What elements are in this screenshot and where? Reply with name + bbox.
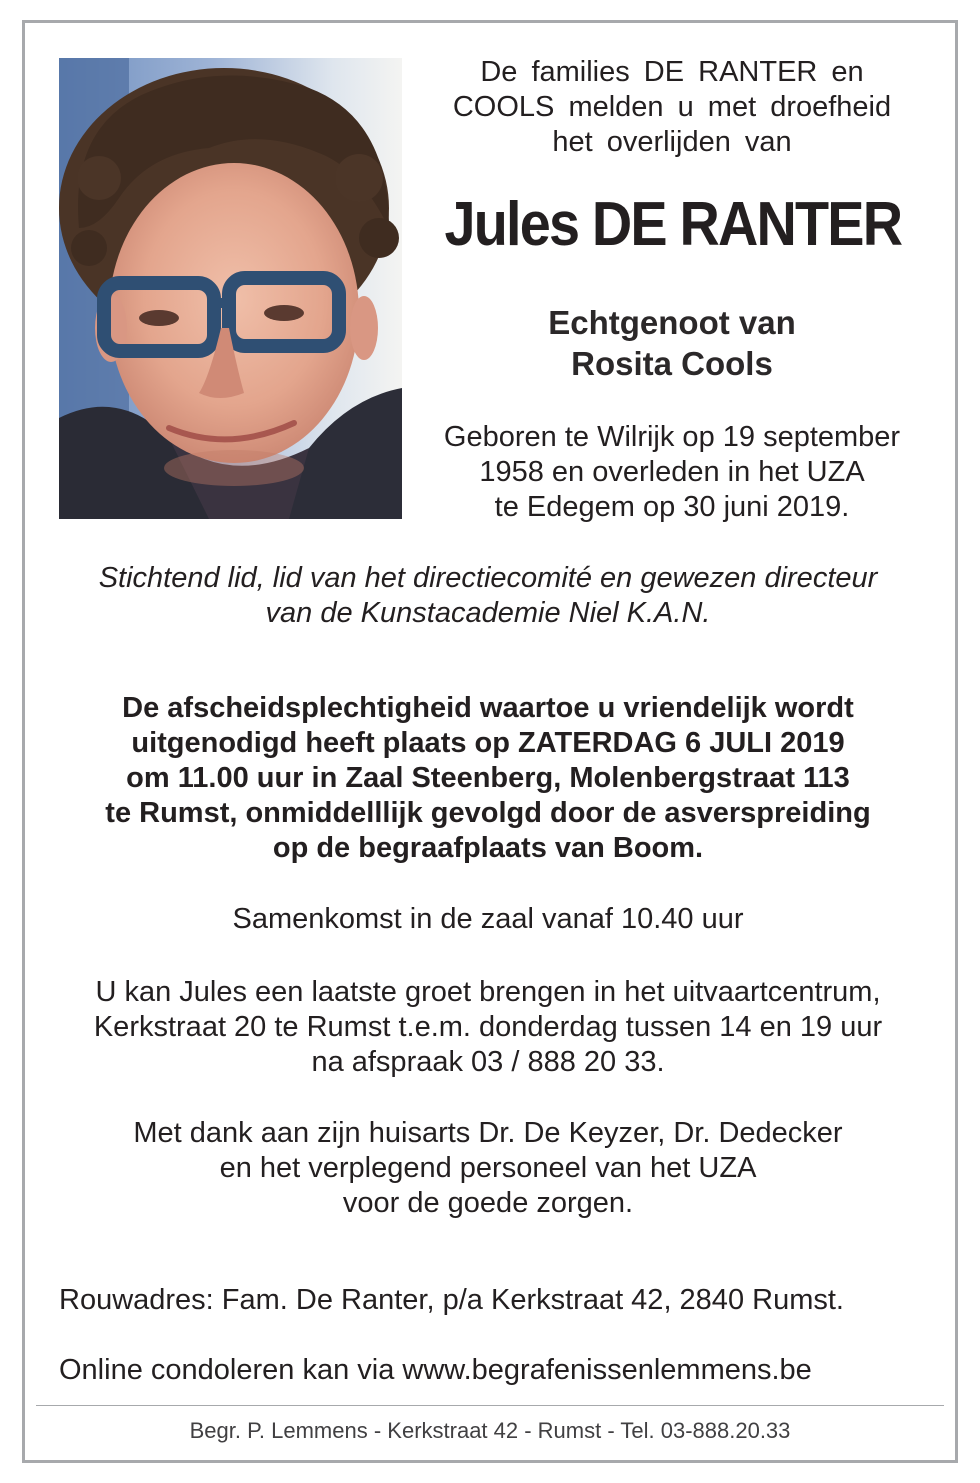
deceased-name: Jules DE RANTER (444, 190, 902, 259)
born-line: 1958 en overleden in het UZA (479, 456, 865, 488)
portrait-photo (59, 58, 402, 519)
intro-line: het overlijden van (552, 126, 792, 158)
birth-death-info (418, 420, 926, 525)
funeral-home-footer: Begr. P. Lemmens - Kerkstraat 42 - Rumst - Tel. 03-888.20.33 (189, 1418, 791, 1443)
spouse-line: Rosita Cools (571, 345, 773, 382)
ceremony-line: op de begraafplaats van Boom. (272, 832, 704, 864)
born-line: te Edegem op 30 juni 2019. (494, 491, 850, 523)
spouse-line: Echtgenoot van (548, 304, 796, 341)
visit-line: Kerkstraat 20 te Rumst t.e.m. donderdag tussen 14 en 19 uur (93, 1011, 883, 1043)
intro-announcement (418, 55, 926, 160)
ceremony-info (40, 691, 936, 866)
thanks-line: voor de goede zorgen. (342, 1187, 634, 1219)
thanks-line: Met dank aan zijn huisarts Dr. De Keyzer, Dr. Dedecker (133, 1117, 843, 1149)
born-line: Geboren te Wilrijk op 19 september (443, 421, 901, 453)
intro-line: De families DE RANTER en (480, 56, 864, 88)
role-line: van de Kunstacademie Niel K.A.N. (265, 597, 711, 629)
footer-divider (36, 1405, 944, 1406)
intro-line: COOLS melden u met droefheid (452, 91, 892, 123)
ceremony-line: om 11.00 uur in Zaal Steenberg, Molenbergstraat 113 (126, 762, 850, 794)
thanks-note (40, 1116, 936, 1221)
role-line: Stichtend lid, lid van het directiecomité en gewezen directeur (98, 562, 878, 594)
visit-line: na afspraak 03 / 888 20 33. (311, 1046, 665, 1078)
visit-line: U kan Jules een laatste groet brengen in het uitvaartcentrum, (95, 976, 881, 1008)
role-description (40, 561, 936, 631)
ceremony-line: uitgenodigd heeft plaats op ZATERDAG 6 JULI 2019 (131, 727, 845, 759)
spouse-info (418, 302, 926, 384)
ceremony-line: De afscheidsplechtigheid waartoe u vriendelijk wordt (122, 692, 854, 724)
online-condolence: Online condoleren kan via www.begrafenissenlemmens.be (59, 1354, 812, 1386)
gathering-info: Samenkomst in de zaal vanaf 10.40 uur (232, 903, 744, 935)
visit-info (40, 975, 936, 1080)
thanks-line: en het verplegend personeel van het UZA (219, 1152, 757, 1184)
ceremony-line: te Rumst, onmiddelllijk gevolgd door de asverspreiding (105, 797, 871, 829)
mourning-address: Rouwadres: Fam. De Ranter, p/a Kerkstraat 42, 2840 Rumst. (59, 1284, 844, 1316)
